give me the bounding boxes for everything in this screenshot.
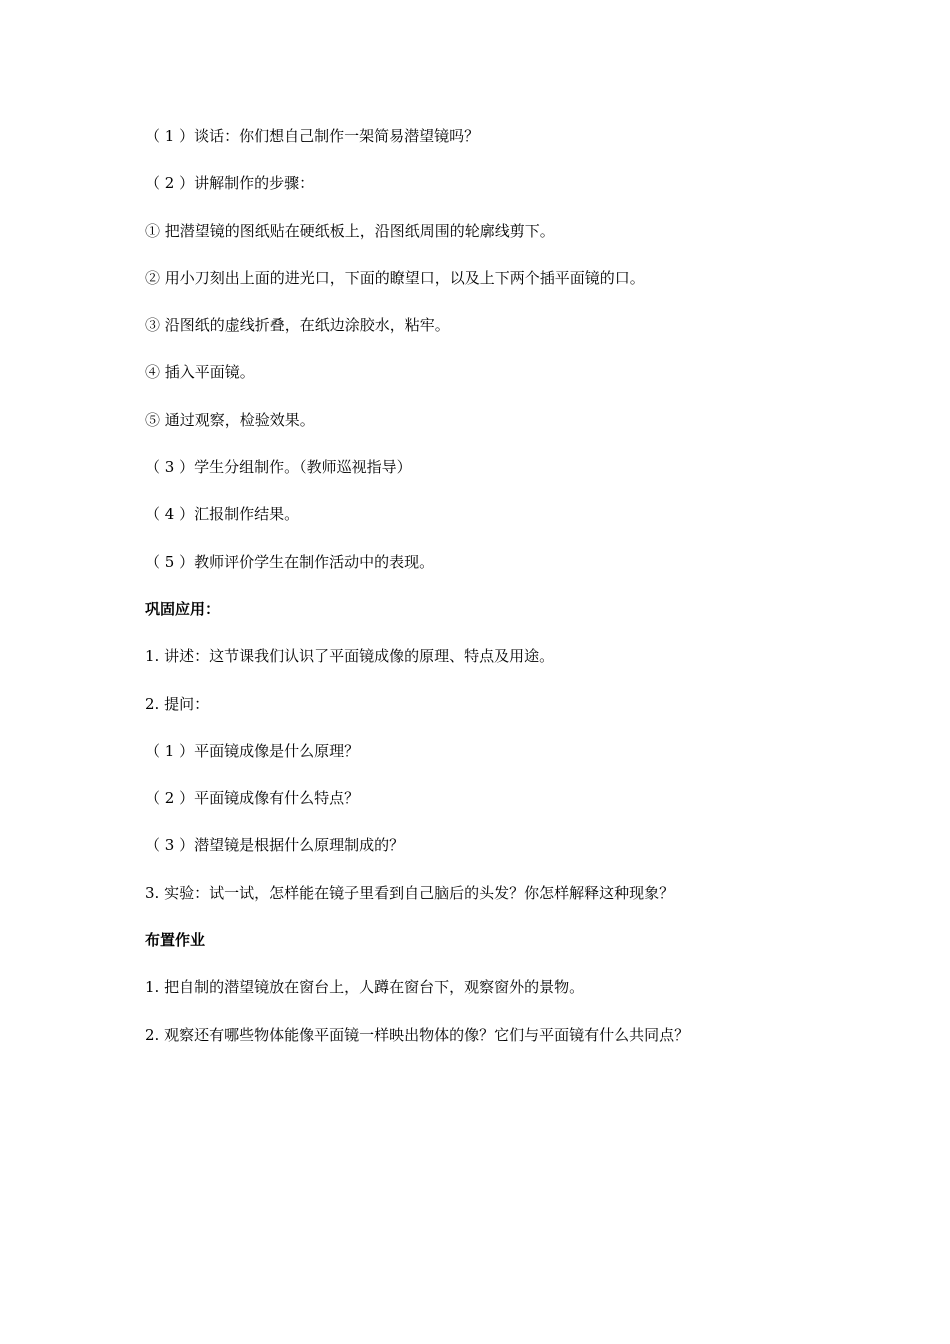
homework-item-1: 1. 把自制的潜望镜放在窗台上，人蹲在窗台下，观察窗外的景物。 (145, 978, 585, 997)
paragraph-explain-steps: （ 2 ）讲解制作的步骤： (145, 174, 315, 193)
step-2: ② 用小刀刻出上面的进光口，下面的瞭望口，以及上下两个插平面镜的口。 (145, 268, 645, 287)
section-heading-consolidate: 巩固应用： (145, 599, 221, 618)
section-heading-homework: 布置作业 (145, 931, 206, 950)
consolidate-item-1: 1. 讲述：这节课我们认识了平面镜成像的原理、特点及用途。 (145, 647, 555, 666)
question-item-3: （ 3 ）潜望镜是根据什么原理制成的？ (145, 836, 405, 855)
document-body (145, 124, 825, 1070)
question-item-2: （ 2 ）平面镜成像有什么特点？ (145, 789, 360, 808)
homework-item-2: 2. 观察还有哪些物体能像平面镜一样映出物体的像？它们与平面镜有什么共同点？ (145, 1025, 690, 1044)
consolidate-item-2: 2. 提问： (145, 694, 210, 713)
step-4: ④ 插入平面镜。 (145, 363, 255, 382)
question-item-1: （ 1 ）平面镜成像是什么原理？ (145, 741, 360, 760)
step-3: ③ 沿图纸的虚线折叠，在纸边涂胶水，粘牢。 (145, 316, 450, 335)
step-5: ⑤ 通过观察，检验效果。 (145, 410, 315, 429)
step-1: ① 把潜望镜的图纸贴在硬纸板上，沿图纸周围的轮廓线剪下。 (145, 221, 555, 240)
paragraph-evaluate: （ 5 ）教师评价学生在制作活动中的表现。 (145, 552, 435, 571)
consolidate-item-3: 3. 实验：试一试，怎样能在镜子里看到自己脑后的头发？你怎样解释这种现象？ (145, 883, 675, 902)
paragraph-group-work: （ 3 ）学生分组制作。（教师巡视指导） (145, 458, 412, 477)
paragraph-report: （ 4 ）汇报制作结果。 (145, 505, 300, 524)
paragraph-talk: （ 1 ）谈话：你们想自己制作一架简易潜望镜吗？ (145, 127, 480, 145)
